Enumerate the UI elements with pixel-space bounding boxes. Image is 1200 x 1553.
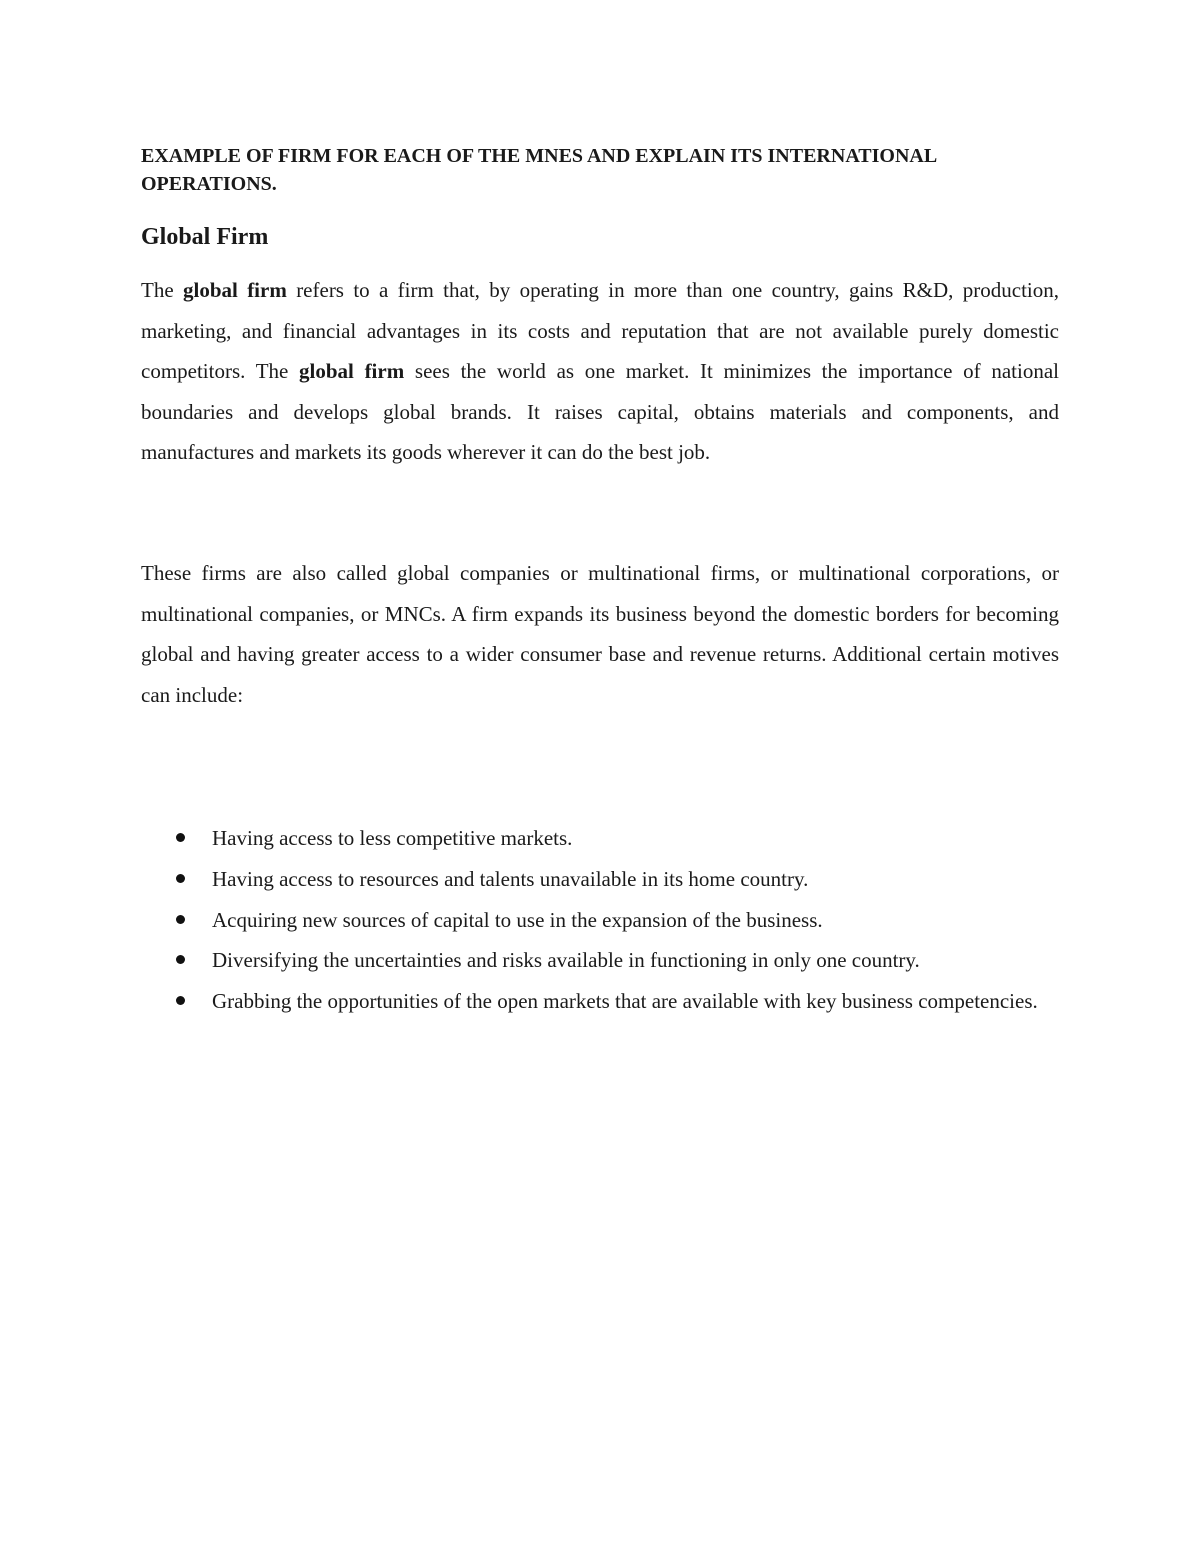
motives-list: [141, 818, 1059, 1021]
bullet-icon: [176, 915, 185, 924]
paragraph-text: refers to a firm that, by operating in more than one country, gains R&D, production, marketing, and financial advantages in its costs and reputation that are not available purely domestic competitors. The: [141, 278, 1059, 384]
paragraph-global-firm-definition: [141, 270, 1059, 473]
bullet-icon: [176, 996, 185, 1005]
paragraph-text: The: [141, 278, 183, 302]
list-item-text: Diversifying the uncertainties and risks available in functioning in only one country.: [212, 948, 920, 973]
bold-term: global firm: [183, 278, 287, 302]
list-item-text: Having access to less competitive markets.: [212, 826, 573, 851]
list-item-text: Having access to resources and talents unavailable in its home country.: [212, 866, 809, 891]
list-item: [141, 981, 1059, 1022]
document-title: EXAMPLE OF FIRM FOR EACH OF THE MNES AND EXPLAIN ITS INTERNATIONAL OPERATIONS.: [141, 145, 937, 195]
bullet-icon: [176, 955, 185, 964]
paragraph-global-companies: These firms are also called global companies or multinational firms, or multinational corporations, or multinational companies, or MNCs. A firm expands its business beyond the domestic borders for becoming global and having greater access to a wider consumer base and revenue returns. Additional certain motives can include:: [141, 560, 1059, 707]
list-item-text: Acquiring new sources of capital to use in the expansion of the business.: [212, 907, 823, 932]
list-item: [141, 818, 1059, 859]
bullet-icon: [176, 833, 185, 842]
bullet-icon: [176, 874, 185, 883]
bold-term: global firm: [299, 359, 405, 384]
list-item-text: Grabbing the opportunities of the open markets that are available with key business competencies.: [212, 988, 1038, 1013]
list-item: [141, 940, 1059, 981]
list-item: [141, 859, 1059, 900]
document-body: [141, 142, 1059, 1021]
section-heading: Global Firm: [141, 224, 269, 250]
paragraph-text: sees the world as one market. It minimizes the importance of national boundaries and develops global brands. It raises capital, obtains materials and components, and manufactures and markets its goods wherever it can do the best job.: [141, 359, 1059, 465]
list-item: [141, 900, 1059, 941]
